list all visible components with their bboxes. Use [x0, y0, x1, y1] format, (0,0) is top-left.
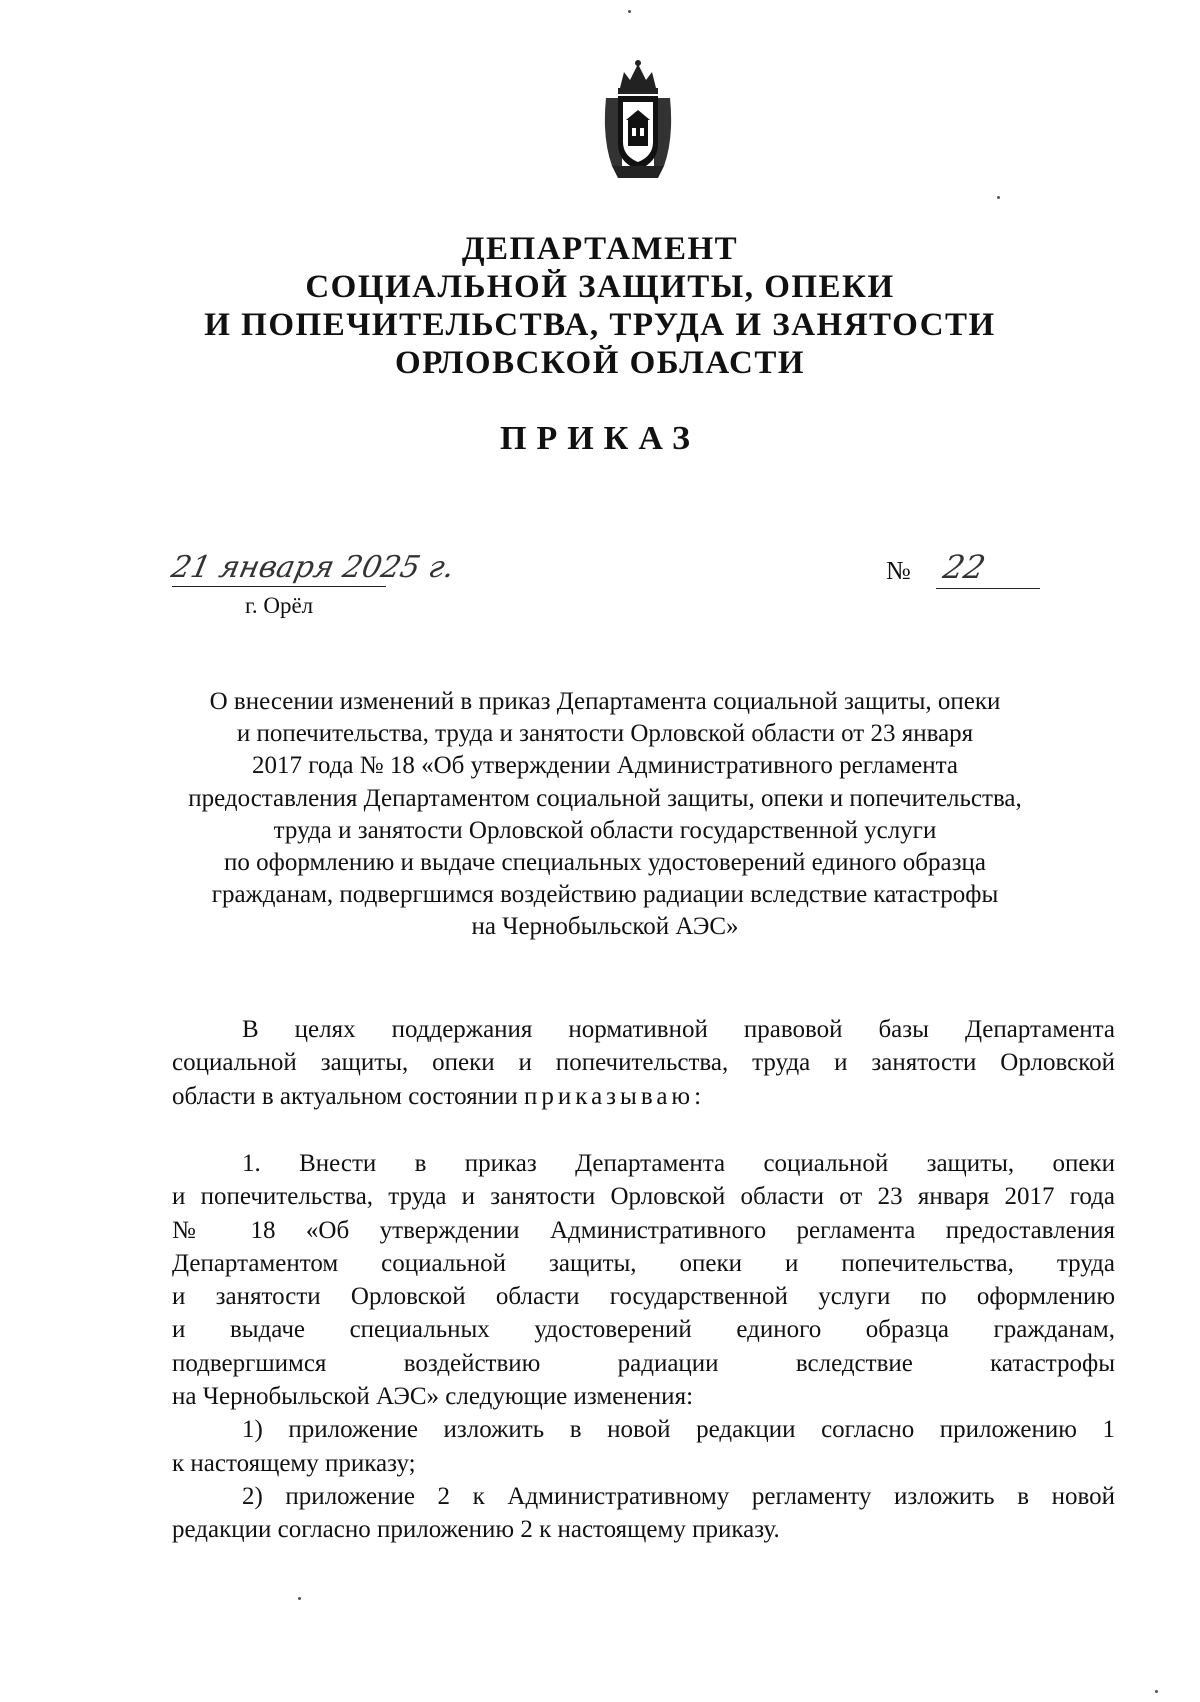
order-subject [140, 686, 1070, 944]
subject-line: по оформлению и выдаче специальных удостоверений единого образца [224, 849, 986, 877]
date-field [168, 550, 472, 590]
subject-line: на Чернобыльской АЭС» [471, 913, 739, 941]
department-heading [100, 230, 1100, 382]
subject-line: труда и занятости Орловской области государственной услуги [273, 816, 937, 844]
paragraph-line [172, 1080, 1115, 1113]
subject-line: предоставления Департаментом социальной защиты, опеки и попечительства, [188, 784, 1022, 812]
number-sign: № [886, 556, 911, 585]
order-directive: приказываю: [524, 1082, 706, 1110]
handwritten-number: 22 [939, 548, 989, 586]
subitem-1-line: 1) приложение изложить в новой редакции согласно приложению 1 [242, 1416, 1115, 1444]
subject-line: О внесении изменений в приказ Департамента социальной защиты, опеки [209, 688, 1001, 715]
subject-line: гражданам, подвергшимся воздействию радиации вследствие катастрофы [211, 881, 999, 909]
department-line: И ПОПЕЧИТЕЛЬСТВА, ТРУДА И ЗАНЯТОСТИ [204, 307, 996, 343]
intro-paragraph [172, 1013, 1115, 1113]
paragraph-line: и занятости Орловской области государственной услуги по оформлению [172, 1283, 1115, 1311]
subitem-2-line: 2) приложение 2 к Административному регламенту изложить в новой [242, 1482, 1115, 1510]
paragraph-line: социальной защиты, опеки и попечительства, труда и занятости Орловской [172, 1049, 1115, 1077]
item-1-paragraph [172, 1147, 1115, 1547]
order-number-field [886, 548, 1046, 596]
department-line: СОЦИАЛЬНОЙ ЗАЩИТЫ, ОПЕКИ [305, 269, 895, 305]
department-line: ДЕПАРТАМЕНТ [461, 231, 739, 267]
coat-of-arms-emblem [598, 58, 678, 184]
paragraph-line: и выдаче специальных удостоверений единого образца гражданам, [172, 1316, 1115, 1344]
subject-line: и попечительства, труда и занятости Орловской области от 23 января [236, 720, 974, 748]
paragraph-line: 1. Внести в приказ Департамента социальной защиты, опеки [242, 1150, 1115, 1177]
number-underline [936, 588, 1040, 589]
scan-speck [1155, 1690, 1158, 1693]
date-underline [172, 586, 386, 587]
subitem-2-line: редакции согласно приложению 2 к настоящему приказу. [172, 1516, 780, 1544]
paragraph-line: и попечительства, труда и занятости Орловской области от 23 января 2017 года [172, 1183, 1115, 1211]
paragraph-line: В целях поддержания нормативной правовой базы Департамента [242, 1016, 1115, 1043]
department-line: ОРЛОВСКОЙ ОБЛАСТИ [394, 345, 806, 381]
scan-speck [997, 196, 1000, 199]
paragraph-text: области в актуальном состоянии [172, 1082, 518, 1110]
subject-line: 2017 года № 18 «Об утверждении Административного регламента [252, 752, 958, 780]
subitem-1-line: к настоящему приказу; [172, 1449, 416, 1477]
paragraph-line: подвергшимся воздействию радиации вследствие катастрофы [172, 1349, 1115, 1377]
handwritten-date: 21 января 2025 г. [168, 550, 458, 585]
document-type-title: ПРИКАЗ [500, 420, 700, 457]
paragraph-line: № 18 «Об утверждении Административного регламента предоставления [172, 1216, 1115, 1244]
scan-speck [628, 10, 631, 13]
scan-speck [298, 1597, 301, 1600]
paragraph-line: Департаментом социальной защиты, опеки и попечительства, труда [172, 1249, 1115, 1277]
city-label: г. Орёл [245, 593, 314, 618]
paragraph-line: на Чернобыльской АЭС» следующие изменения: [172, 1383, 694, 1411]
